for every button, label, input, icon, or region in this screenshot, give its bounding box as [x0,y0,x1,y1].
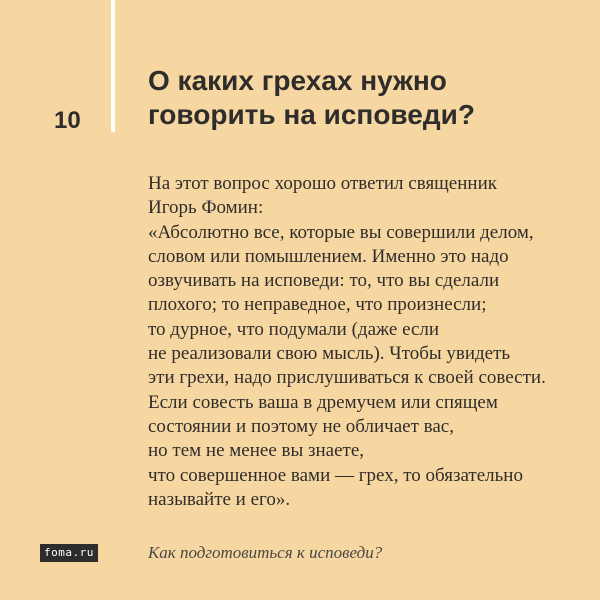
title-line-2: говорить на исповеди? [148,99,475,130]
body-line: то дурное, что подумали (даже если [148,318,440,340]
body-line: словом или помышлением. Именно это надо [148,245,509,267]
body-text [148,172,593,512]
body-line: не реализовали свою мысль). Чтобы увидеть [148,343,511,365]
body-line: состоянии и поэтому не обличает вас, [148,415,454,437]
body-line: На этот вопрос хорошо ответил священник [148,173,497,194]
body-line: эти грехи, надо прислушиваться к своей совести. [148,367,546,389]
body-line: Если совесть ваша в дремучем или спящем [148,391,498,413]
body-line: называйте и его». [148,488,291,510]
page-title [148,64,578,132]
body-line: но тем не менее вы знаете, [148,440,365,462]
foma-logo[interactable]: foma.ru [40,544,98,562]
body-line: плохого; то неправедное, что произнесли; [148,294,487,316]
body-line: озвучивать на исповеди: то, что вы сделали [148,270,500,292]
vertical-divider-line [111,0,115,132]
body-line: что совершенное вами — грех, то обязательно [148,464,523,486]
title-line-1: О каких грехах нужно [148,65,447,96]
page-number: 10 [54,107,81,134]
next-topic-link[interactable]: Как подготовиться к исповеди? [148,543,383,562]
body-line: Игорь Фомин: [148,197,264,219]
body-line: «Абсолютно все, которые вы совершили делом, [148,221,534,243]
